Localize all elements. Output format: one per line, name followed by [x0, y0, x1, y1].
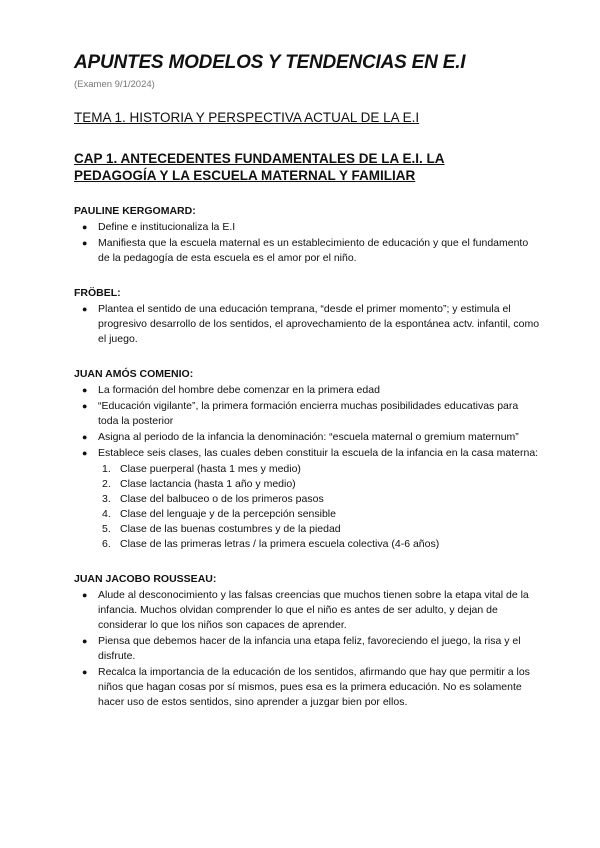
list-item-text: Alude al desconocimiento y las falsas creencias que muchos tienen sobre la etapa vital de la infancia. Muchos olvidan comprender lo que el niño es antes de ser adulto, y dejan de considerar lo que los niños son capaces de aprender.: [98, 589, 529, 631]
section-heading: JUAN AMÓS COMENIO:: [74, 368, 194, 380]
list-item: [74, 446, 540, 552]
bullet-list: [74, 220, 540, 266]
item-number: 6.: [102, 538, 111, 550]
numbered-item-text: Clase del lenguaje y de la percepción sensible: [120, 508, 336, 520]
exam-date: (Examen 9/1/2024): [74, 79, 155, 90]
section-kergomard: [74, 204, 540, 266]
bullet-icon: ●: [82, 238, 88, 248]
chapter-heading-line2: PEDAGOGÍA Y LA ESCUELA MATERNAL Y FAMILIAR: [74, 168, 416, 183]
list-item-text: Establece seis clases, las cuales deben constituir la escuela de la infancia en la casa materna:: [98, 447, 539, 459]
numbered-item-text: Clase lactancia (hasta 1 año y medio): [120, 478, 296, 490]
item-number: 4.: [102, 508, 111, 520]
section-rousseau: [74, 572, 540, 710]
list-item: [74, 399, 540, 429]
section-comenio: [74, 367, 540, 552]
numbered-item: [74, 462, 540, 477]
bullet-icon: ●: [82, 304, 88, 314]
list-item-text: “Educación vigilante”, la primera formación encierra muchas posibilidades educativas para toda la posterior: [98, 400, 519, 427]
item-number: 3.: [102, 493, 111, 505]
item-number: 1.: [102, 463, 111, 475]
list-item-text: Asigna al periodo de la infancia la denominación: “escuela maternal o gremium maternum”: [98, 431, 519, 443]
document-title: APUNTES MODELOS Y TENDENCIAS EN E.I: [74, 52, 466, 73]
item-number: 2.: [102, 478, 111, 490]
numbered-item: [74, 477, 540, 492]
bullet-icon: ●: [82, 667, 88, 677]
bullet-list: [74, 302, 540, 347]
numbered-list: [74, 462, 540, 552]
list-item: [74, 588, 540, 633]
numbered-item: [74, 507, 540, 522]
bullet-icon: ●: [82, 448, 88, 458]
bullet-icon: ●: [82, 222, 88, 232]
tema-heading: TEMA 1. HISTORIA Y PERSPECTIVA ACTUAL DE LA E.I: [74, 110, 420, 125]
bullet-list: [74, 588, 540, 710]
list-item-text: Piensa que debemos hacer de la infancia una etapa feliz, favoreciendo el juego, la risa y el disfrute.: [98, 635, 521, 662]
list-item-text: Define e institucionaliza la E.I: [98, 221, 236, 233]
bullet-icon: ●: [82, 432, 88, 442]
list-item: [74, 383, 540, 398]
list-item: [74, 430, 540, 445]
numbered-item: [74, 537, 540, 552]
numbered-item-text: Clase de las buenas costumbres y de la piedad: [120, 523, 341, 535]
numbered-item-text: Clase del balbuceo o de los primeros pasos: [120, 493, 324, 505]
section-frobel: [74, 286, 540, 347]
list-item: [74, 665, 540, 710]
bullet-list: [74, 383, 540, 552]
bullet-icon: ●: [82, 385, 88, 395]
item-number: 5.: [102, 523, 111, 535]
list-item-text: Recalca la importancia de la educación de los sentidos, afirmando que hay que permitir a los niños que hagan cosas por sí mismos, pues esa es la primera educación. No es solamente hacer uso de estos sentidos, sino aprender a juzgar bien por ellos.: [98, 666, 530, 708]
chapter-heading-line1: CAP 1. ANTECEDENTES FUNDAMENTALES DE LA E.I. LA: [74, 151, 445, 166]
list-item-text: Plantea el sentido de una educación temprana, “desde el primer momento”; y estimula el progresivo desarrollo de los sentidos, el aprovechamiento de la espontánea actv. infantil, como el juego.: [98, 303, 540, 345]
numbered-item-text: Clase de las primeras letras / la primera escuela colectiva (4-6 años): [120, 538, 440, 550]
list-item: [74, 302, 540, 347]
numbered-item-text: Clase puerperal (hasta 1 mes y medio): [120, 463, 301, 475]
section-heading: PAULINE KERGOMARD:: [74, 205, 196, 217]
list-item-text: Manifiesta que la escuela maternal es un establecimiento de educación y que el fundamento de la pedagogía de esta escuela es el amor por el niño.: [98, 237, 529, 264]
list-item: [74, 236, 540, 266]
list-item-text: La formación del hombre debe comenzar en la primera edad: [98, 384, 380, 396]
section-heading: FRÖBEL:: [74, 287, 121, 299]
numbered-item: [74, 522, 540, 537]
section-heading: JUAN JACOBO ROUSSEAU:: [74, 573, 217, 585]
list-item: [74, 220, 540, 235]
bullet-icon: ●: [82, 636, 88, 646]
bullet-icon: ●: [82, 590, 88, 600]
numbered-item: [74, 492, 540, 507]
bullet-icon: ●: [82, 401, 88, 411]
list-item: [74, 634, 540, 664]
chapter-heading: [74, 150, 540, 184]
